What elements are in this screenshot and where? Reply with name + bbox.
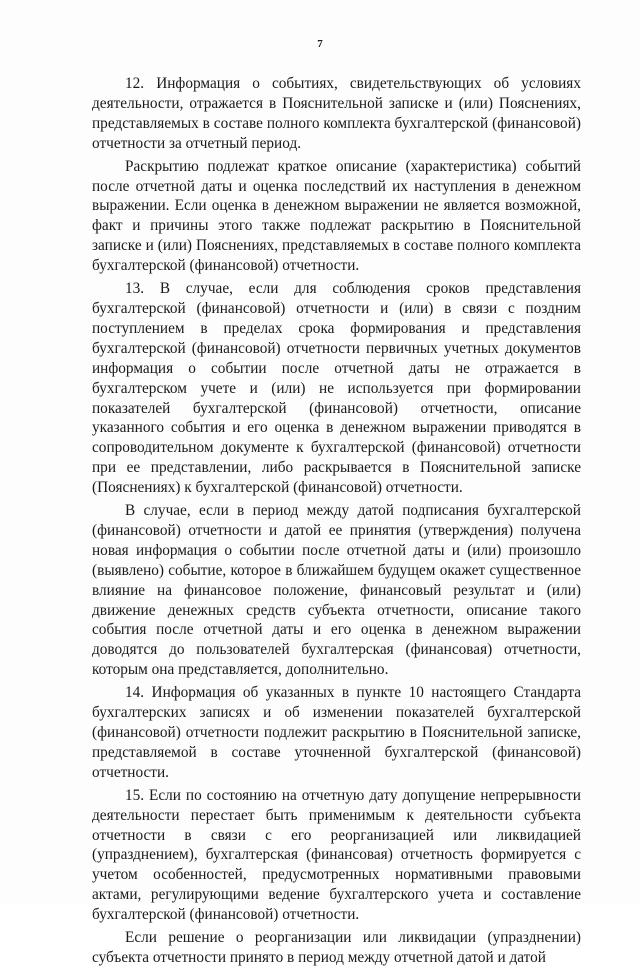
paragraph-15: 15. Если по состоянию на отчетную дату допущение непрерывности деятельности перестает быть применимым к деятельности субъекта отчетности в связи с его реорганизацией или ликвидацией (упразднением), бухгалтерская (финансовая) отчетность формируется с учетом особенностей, предусмотренных нормативными правовыми актами, регулирующими ведение бухгалтерского учета и составление бухгалтерской (финансовой) отчетности. xyxy=(92,786,581,924)
paragraph-14: 14. Информация об указанных в пункте 10 настоящего Стандарта бухгалтерских записях и об изменении показателей бухгалтерской (финансовой) отчетности подлежит раскрытию в Пояснительной записке, представляемой в составе уточненной бухгалтерской (финансовой) отчетности. xyxy=(92,684,581,781)
paragraph-12-disclosure: Раскрытию подлежат краткое описание (характеристика) событий после отчетной даты и оценка последствий их наступления в денежном выражении. Если оценка в денежном выражении не является возможной, факт и причины этого также подлежат раскрытию в Пояснительной записке и (или) Пояснениях, представляемых в составе полного комплекта бухгалтерской (финансовой) отчетности. xyxy=(92,157,581,275)
paragraph-13: 13. В случае, если для соблюдения сроков представления бухгалтерской (финансовой) отчетности и (или) в связи с поздним поступлением в пределах срока формирования и представления бухгалтерской (финансовой) отчетности первичных учетных документов информация о событии после отчетной даты не отражается в бухгалтерском учете и (или) не используется при формировании показателей бухгалтерской (финансовой) отчетности, описание указанного события и его оценка в денежном выражении приводятся в сопроводительном документе к бухгалтерской (финансовой) отчетности при ее представлении, либо раскрывается в Пояснительной записке (Пояснениях) к бухгалтерской (финансовой) отчетности. xyxy=(92,280,581,497)
paragraph-12: 12. Информация о событиях, свидетельствующих об условиях деятельности, отражается в Пояснительной записке и (или) Пояснениях, представляемых в составе полного комплекта бухгалтерской (финансовой) отчетности за отчетный период. xyxy=(92,75,581,152)
page-number: 7 xyxy=(317,38,323,50)
paragraph-13-new-information: В случае, если в период между датой подписания бухгалтерской (финансовой) отчетности и датой ее принятия (утверждения) получена новая информация о событии после отчетной даты и (или) произошло (выявлено) событие, которое в ближайшем будущем окажет существенное влияние на финансовое положение, финансовый результат и (или) движение денежных средств субъекта отчетности, описание такого события после отчетной даты и его оценка в денежном выражении доводятся до пользователей бухгалтерская (финансовая) отчетности, которым она представляется, дополнительно. xyxy=(92,502,581,679)
paragraph-15-reorganization: Если решение о реорганизации или ликвидации (упразднении) субъекта отчетности принято в период между отчетной датой и датой xyxy=(92,929,581,966)
document-body xyxy=(92,74,581,968)
